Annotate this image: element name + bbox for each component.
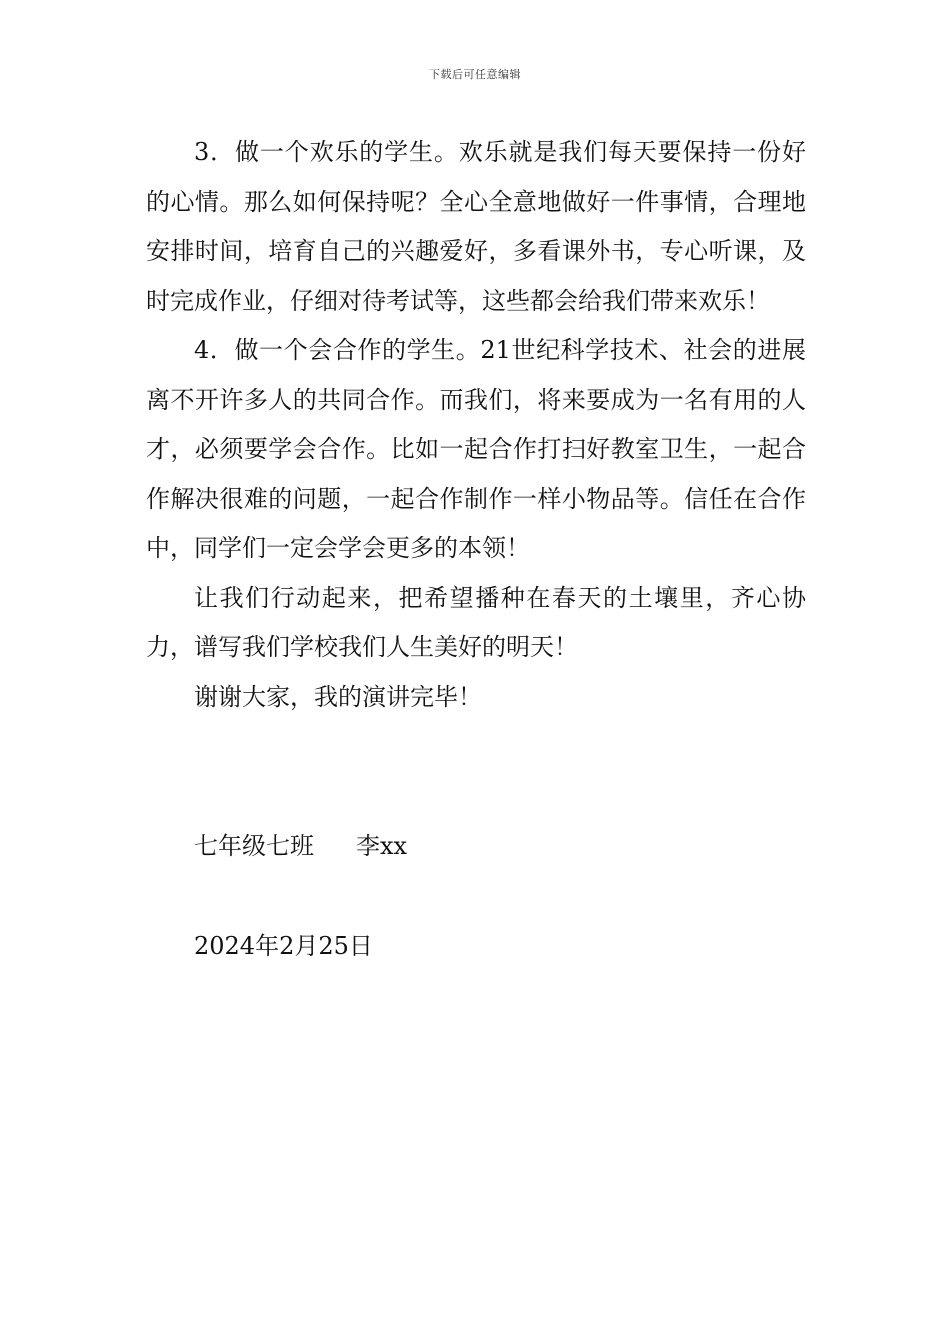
paragraph-point-3: 3．做一个欢乐的学生。欢乐就是我们每天要保持一份好的心情。那么如何保持呢？全心全意地做好一件事情，合理地安排时间，培育自己的兴趣爱好，多看课外书，专心听课，及时完成作业，仔细对待考试等，这些都会给我们带来欢乐！ bbox=[146, 138, 806, 315]
signature-author: 李xx bbox=[356, 832, 408, 860]
paragraph-call-to-action: 让我们行动起来，把希望播种在春天的土壤里，齐心协力，谱写我们学校我们人生美好的明天！ bbox=[146, 583, 806, 661]
paragraph-point-4: 4．做一个会合作的学生。21世纪科学技术、社会的进展离不开许多人的共同合作。而我们，将来要成为一名有用的人才，必须要学会合作。比如一起合作打扫好教室卫生，一起合作解决很难的问题，一起合作制作一样小物品等。信任在合作中，同学们一定会学会更多的本领！ bbox=[146, 336, 806, 562]
page-header-note: 下载后可任意编辑 bbox=[429, 68, 521, 81]
signature-date: 2024年2月25日 bbox=[194, 932, 373, 960]
paragraph-closing: 谢谢大家，我的演讲完毕！ bbox=[194, 682, 482, 711]
speech-body bbox=[146, 128, 806, 722]
signature-line bbox=[194, 826, 407, 866]
signature-class: 七年级七班 bbox=[194, 832, 314, 860]
